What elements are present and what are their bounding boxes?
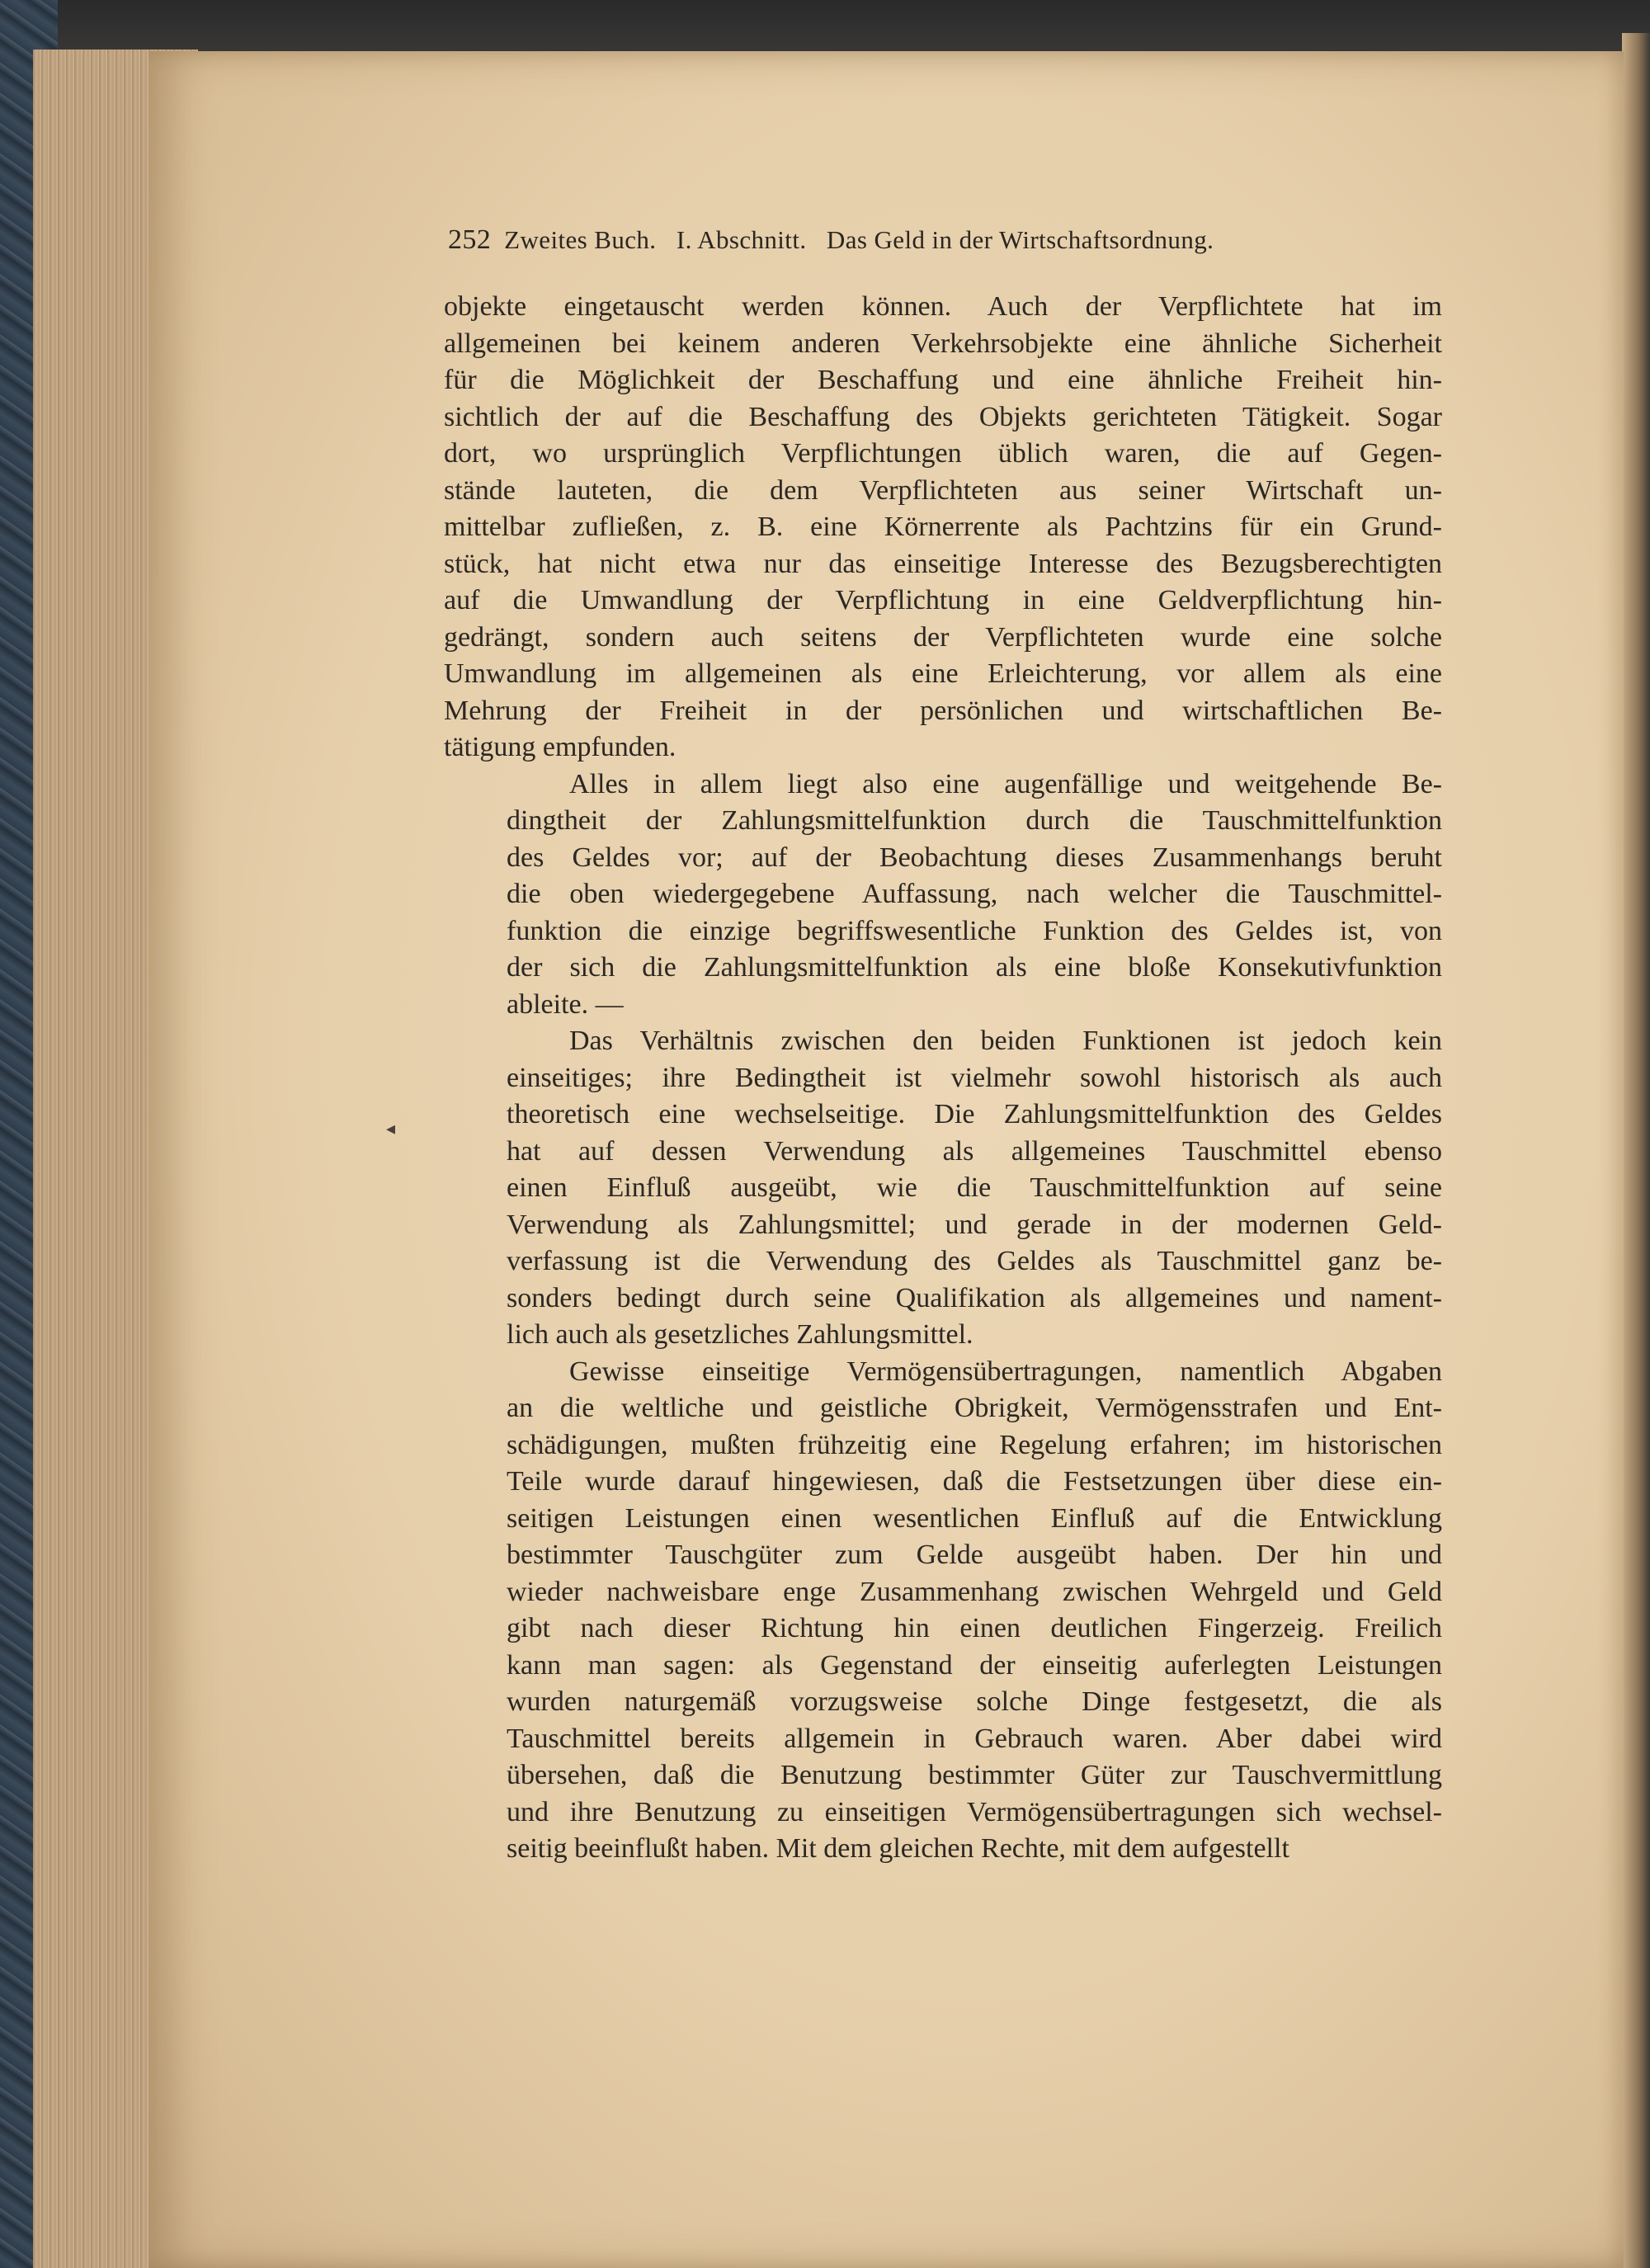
text-line: übersehen, daß die Benutzung bestimmter Güter zur Tauschvermittlung	[507, 1760, 1442, 1790]
text-line: dort, wo ursprünglich Verpflichtungen üblich waren, die auf Gegen-	[444, 438, 1442, 469]
text-line: auf die Umwandlung der Verpflichtung in eine Geldverpflichtung hin-	[444, 585, 1442, 615]
text-line: Verwendung als Zahlungsmittel; und gerade in der modernen Geld-	[507, 1209, 1442, 1240]
margin-mark: ◂	[386, 1119, 396, 1139]
paragraph	[444, 766, 1442, 1024]
text-line: und ihre Benutzung zu einseitigen Vermögensübertragungen sich wechsel-	[507, 1796, 1442, 1827]
text-line: bestimmter Tauschgüter zum Gelde ausgeübt haben. Der hin und	[507, 1540, 1442, 1570]
text-line: lich auch als gesetzliches Zahlungsmittel.	[507, 1319, 974, 1350]
text-line: Teile wurde darauf hingewiesen, daß die Festsetzungen über diese ein-	[507, 1466, 1442, 1497]
paragraph	[444, 289, 1442, 766]
page-number: 252	[448, 224, 492, 255]
text-line: die oben wiedergegebene Auffassung, nach welcher die Tauschmittel-	[507, 879, 1442, 909]
text-line: hat auf dessen Verwendung als allgemeines Tauschmittel ebenso	[507, 1135, 1442, 1167]
text-line: wieder nachweisbare enge Zusammenhang zwischen Wehrgeld und Geld	[507, 1576, 1442, 1607]
text-line: stände lauteten, die dem Verpflichteten aus seiner Wirtschaft un-	[444, 474, 1442, 506]
text-line: sichtlich der auf die Beschaffung des Objekts gerichteten Tätigkeit. Sogar	[444, 401, 1442, 432]
paragraph	[444, 1023, 1442, 1354]
book-right-edge	[1622, 33, 1650, 2268]
text-line: gibt nach dieser Richtung hin einen deutlichen Fingerzeig. Freilich	[507, 1613, 1442, 1643]
text-line: Umwandlung im allgemeinen als eine Erleichterung, vor allem als eine	[444, 658, 1442, 689]
text-line: an die weltliche und geistliche Obrigkeit, Vermögensstrafen und Ent-	[507, 1393, 1442, 1423]
running-header	[448, 224, 1360, 256]
text-line: verfassung ist die Verwendung des Geldes als Tauschmittel ganz be-	[507, 1246, 1442, 1276]
running-title: Zweites Buch. I. Abschnitt. Das Geld in der Wirtschaftsordnung.	[504, 225, 1214, 254]
text-line: sonders bedingt durch seine Qualifikation als allgemeines und nament-	[507, 1282, 1442, 1313]
paragraph	[444, 1354, 1442, 1868]
scan-background-top	[0, 0, 1650, 58]
body-text	[444, 289, 1442, 1868]
text-line: allgemeinen bei keinem anderen Verkehrsobjekte eine ähnliche Sicherheit	[444, 328, 1442, 359]
text-line: Alles in allem liegt also eine augenfällige und weitgehende Be-	[569, 768, 1442, 799]
text-line: Das Verhältnis zwischen den beiden Funktionen ist jedoch kein	[569, 1026, 1442, 1056]
text-line: kann man sagen: als Gegenstand der einseitig auferlegten Leistungen	[507, 1649, 1442, 1681]
text-line: Gewisse einseitige Vermögensübertragungen, namentlich Abgaben	[569, 1356, 1442, 1387]
text-line: stück, hat nicht etwa nur das einseitige Interesse des Bezugsberechtigten	[444, 548, 1442, 579]
text-line: einseitiges; ihre Bedingtheit ist vielmehr sowohl historisch als auch	[507, 1062, 1442, 1093]
text-line: Mehrung der Freiheit in der persönlichen und wirtschaftlichen Be-	[444, 695, 1442, 726]
text-line: seitigen Leistungen einen wesentlichen Einfluß auf die Entwicklung	[507, 1502, 1442, 1534]
text-line: einen Einfluß ausgeübt, wie die Tauschmittelfunktion auf seine	[507, 1172, 1442, 1203]
text-line: für die Möglichkeit der Beschaffung und eine ähnliche Freiheit hin-	[444, 365, 1442, 395]
text-line: objekte eingetauscht werden können. Auch der Verpflichtete hat im	[444, 291, 1442, 322]
text-line: dingtheit der Zahlungsmittelfunktion durch die Tauschmittelfunktion	[507, 805, 1442, 836]
text-line: wurden naturgemäß vorzugsweise solche Dinge festgesetzt, die als	[507, 1686, 1442, 1717]
text-line: schädigungen, mußten frühzeitig eine Regelung erfahren; im historischen	[507, 1429, 1442, 1460]
text-line: der sich die Zahlungsmittelfunktion als eine bloße Konsekutivfunktion	[507, 952, 1442, 983]
text-line: Tauschmittel bereits allgemein in Gebrauch waren. Aber dabei wird	[507, 1723, 1442, 1754]
text-line: funktion die einzige begriffswesentliche Funktion des Geldes ist, von	[507, 915, 1442, 946]
text-line: des Geldes vor; auf der Beobachtung dieses Zusammenhangs beruht	[507, 842, 1442, 873]
text-line: gedrängt, sondern auch seitens der Verpflichteten wurde eine solche	[444, 621, 1442, 653]
text-line: ableite. —	[507, 988, 624, 1020]
text-line: mittelbar zufließen, z. B. eine Körnerrente als Pachtzins für ein Grund-	[444, 512, 1442, 542]
text-line: theoretisch eine wechselseitige. Die Zahlungsmittelfunktion des Geldes	[507, 1099, 1442, 1129]
text-line: tätigung empfunden.	[444, 732, 676, 762]
text-line: seitig beeinflußt haben. Mit dem gleichen Rechte, mit dem aufgestellt	[507, 1833, 1289, 1864]
